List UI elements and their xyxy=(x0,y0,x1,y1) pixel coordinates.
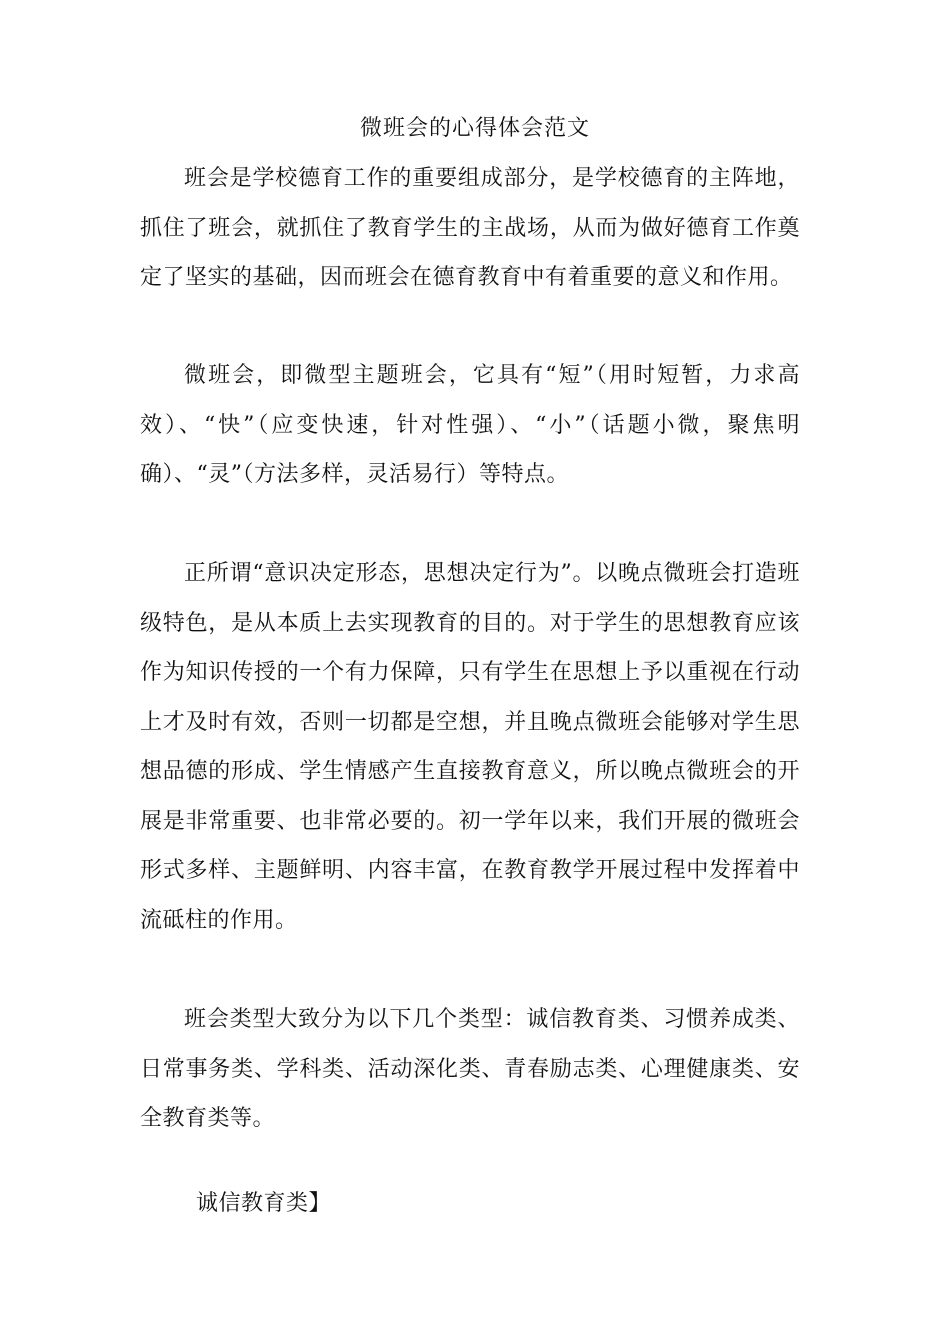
section-heading: 诚信教育类】 xyxy=(196,1191,332,1216)
paragraph-types: 班会类型大致分为以下几个类型：诚信教育类、习惯养成类、日常事务类、学科类、活动深化类、青春励志类、心理健康类、安全教育类等。 xyxy=(140,1007,800,1131)
paragraph-significance: 正所谓“意识决定形态，思想决定行为”。以晚点微班会打造班级特色，是从本质上去实现教育的目的。对于学生的思想教育应该作为知识传授的一个有力保障，只有学生在思想上予以重视在行动上才及时有效，否则一切都是空想，并且晚点微班会能够对学生思想品德的形成、学生情感产生直接教育意义，所以晚点微班会的开展是非常重要、也非常必要的。初一学年以来，我们开展的微班会形式多样、主题鲜明、内容丰富，在教育教学开展过程中发挥着中流砥柱的作用。 xyxy=(140,561,800,933)
document-title: 微班会的心得体会范文 xyxy=(359,116,590,141)
paragraph-definition: 微班会，即微型主题班会，它具有“短”（用时短暂，力求高效）、“快”（应变快速，针对性强）、“小”（话题小微，聚焦明确）、“灵”（方法多样，灵活易行）等特点。 xyxy=(140,363,800,487)
paragraph-intro: 班会是学校德育工作的重要组成部分，是学校德育的主阵地，抓住了班会，就抓住了教育学生的主战场，从而为做好德育工作奠定了坚实的基础，因而班会在德育教育中有着重要的意义和作用。 xyxy=(140,166,800,290)
